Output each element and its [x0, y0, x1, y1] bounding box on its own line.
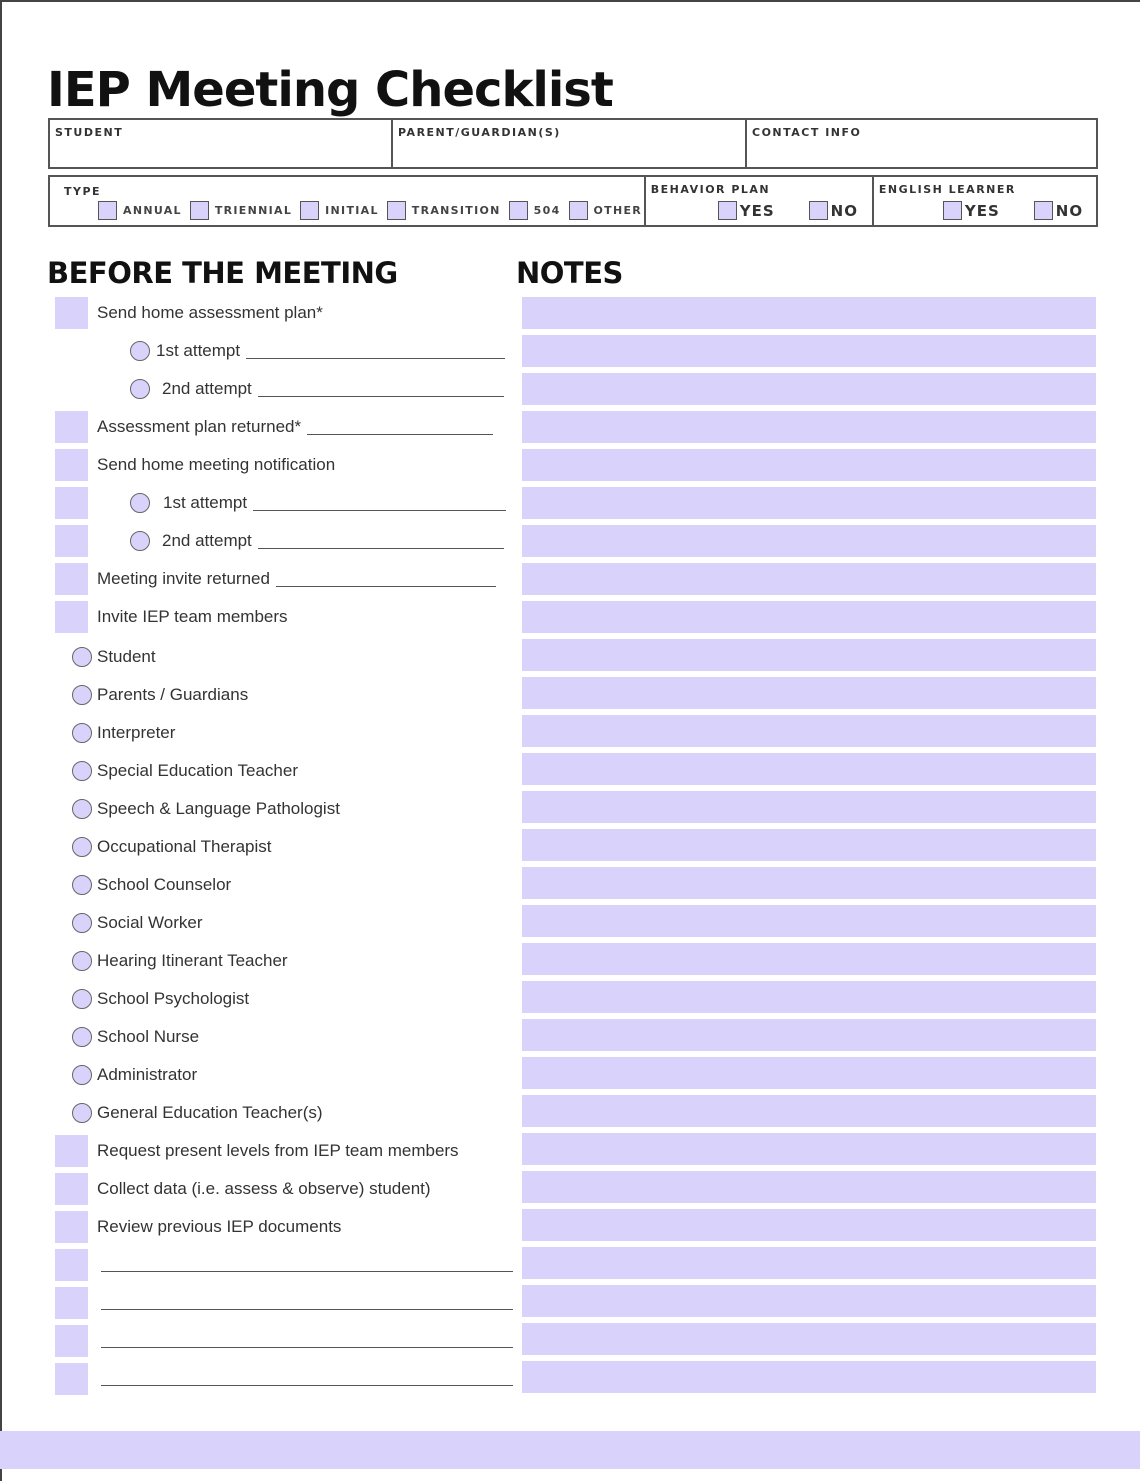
notes-line[interactable]: [522, 943, 1096, 975]
team-member-counselor[interactable]: [72, 869, 231, 901]
checkbox[interactable]: [190, 201, 209, 220]
radio-circle[interactable]: [72, 1065, 92, 1085]
item-label: Parents / Guardians: [97, 685, 249, 704]
radio-circle[interactable]: [130, 531, 150, 551]
write-line[interactable]: [258, 548, 504, 549]
radio-circle[interactable]: [72, 799, 92, 819]
checkbox-send-notification[interactable]: [55, 449, 88, 481]
student-label: STUDENT: [55, 126, 124, 139]
english-learner-no[interactable]: [1034, 201, 1083, 220]
notes-line[interactable]: [522, 411, 1096, 443]
write-line[interactable]: [276, 586, 496, 587]
notes-heading: NOTES: [516, 256, 623, 290]
item-label: Administrator: [97, 1065, 198, 1084]
checkbox-blank-2[interactable]: [55, 1287, 88, 1319]
footer-bar: [0, 1431, 1140, 1469]
yes-label: YES: [739, 201, 775, 220]
notes-line[interactable]: [522, 1247, 1096, 1279]
option-label: ANNUAL: [123, 204, 182, 217]
radio-circle[interactable]: [72, 837, 92, 857]
item-label: General Education Teacher(s): [97, 1103, 323, 1122]
type-cell: [50, 177, 646, 225]
no-label: NO: [1055, 201, 1084, 220]
radio-circle[interactable]: [72, 1027, 92, 1047]
checkbox[interactable]: [98, 201, 117, 220]
checkbox-notification-attempt-2[interactable]: [55, 525, 88, 557]
checkbox[interactable]: [569, 201, 588, 220]
checkbox[interactable]: [718, 201, 737, 220]
item-review-docs: [97, 1211, 341, 1243]
parent-label: PARENT/GUARDIAN(S): [398, 126, 561, 139]
checkbox-send-assessment[interactable]: [55, 297, 88, 329]
item-assessment-attempt-1: [130, 335, 505, 367]
item-label: Assessment plan returned*: [97, 417, 302, 436]
write-line[interactable]: [253, 510, 506, 511]
notes-line[interactable]: [522, 791, 1096, 823]
student-field[interactable]: [50, 120, 393, 167]
team-member-student[interactable]: [72, 641, 156, 673]
item-label: 2nd attempt: [162, 379, 252, 398]
radio-circle[interactable]: [72, 685, 92, 705]
checkbox[interactable]: [509, 201, 528, 220]
team-member-sped-teacher[interactable]: [72, 755, 298, 787]
checkbox[interactable]: [809, 201, 828, 220]
notes-line[interactable]: [522, 753, 1096, 785]
notes-line[interactable]: [522, 677, 1096, 709]
checkbox-collect-data[interactable]: [55, 1173, 88, 1205]
notes-line[interactable]: [522, 525, 1096, 557]
no-label: NO: [830, 201, 858, 220]
english-learner-options: [943, 201, 1083, 220]
item-send-assessment: [97, 297, 323, 329]
checkbox-invite-team[interactable]: [55, 601, 88, 633]
item-label: School Counselor: [97, 875, 232, 894]
checkbox[interactable]: [387, 201, 406, 220]
item-label: Request present levels from IEP team members: [97, 1141, 459, 1160]
checkbox[interactable]: [1034, 201, 1053, 220]
contact-field[interactable]: [747, 120, 1096, 167]
behavior-plan-yes[interactable]: [718, 201, 775, 220]
blank-write-line[interactable]: [101, 1309, 513, 1310]
radio-circle[interactable]: [72, 913, 92, 933]
item-label: Occupational Therapist: [97, 837, 272, 856]
type-options: [98, 201, 642, 220]
notes-line[interactable]: [522, 373, 1096, 405]
checkbox-blank-1[interactable]: [55, 1249, 88, 1281]
radio-circle[interactable]: [72, 647, 92, 667]
english-learner-cell: [874, 177, 1096, 225]
write-line[interactable]: [258, 396, 504, 397]
item-label: Meeting invite returned: [97, 569, 270, 588]
notes-line[interactable]: [522, 981, 1096, 1013]
radio-circle[interactable]: [72, 951, 92, 971]
meeting-type-row: [48, 175, 1098, 227]
radio-circle[interactable]: [130, 341, 150, 361]
notes-line[interactable]: [522, 335, 1096, 367]
before-meeting-heading: BEFORE THE MEETING: [47, 256, 398, 290]
item-label: Speech & Language Pathologist: [97, 799, 340, 818]
contact-label: CONTACT INFO: [752, 126, 862, 139]
radio-circle[interactable]: [72, 875, 92, 895]
team-member-social-worker[interactable]: [72, 907, 203, 939]
notes-line[interactable]: [522, 905, 1096, 937]
checkbox[interactable]: [300, 201, 319, 220]
team-member-parents[interactable]: [72, 679, 248, 711]
notes-line[interactable]: [522, 829, 1096, 861]
option-label: TRANSITION: [411, 204, 501, 217]
yes-label: YES: [964, 201, 1000, 220]
item-label: 2nd attempt: [162, 531, 252, 550]
notes-line[interactable]: [522, 297, 1096, 329]
item-label: 1st attempt: [156, 341, 241, 360]
team-member-gen-ed-teacher[interactable]: [72, 1097, 323, 1129]
item-request-levels: [97, 1135, 459, 1167]
item-label: Hearing Itinerant Teacher: [97, 951, 288, 970]
notes-line[interactable]: [522, 449, 1096, 481]
radio-circle[interactable]: [72, 1103, 92, 1123]
radio-circle[interactable]: [130, 493, 150, 513]
team-member-hearing-teacher[interactable]: [72, 945, 288, 977]
option-label: INITIAL: [325, 204, 379, 217]
type-option-annual[interactable]: [98, 201, 182, 220]
item-collect-data: [97, 1173, 431, 1205]
english-learner-label: ENGLISH LEARNER: [878, 183, 1016, 196]
radio-circle[interactable]: [72, 761, 92, 781]
option-label: TRIENNIAL: [214, 204, 293, 217]
checkbox[interactable]: [943, 201, 962, 220]
english-learner-yes[interactable]: [943, 201, 1000, 220]
checkbox-assessment-returned[interactable]: [55, 411, 88, 443]
team-member-administrator[interactable]: [72, 1059, 197, 1091]
item-label: Review previous IEP documents: [97, 1217, 342, 1236]
item-notification-attempt-1: [130, 487, 506, 519]
team-member-slp[interactable]: [72, 793, 340, 825]
item-label: Interpreter: [97, 723, 176, 742]
team-member-interpreter[interactable]: [72, 717, 175, 749]
option-label: OTHER: [593, 204, 643, 217]
checkbox-review-docs[interactable]: [55, 1211, 88, 1243]
behavior-plan-cell: [646, 177, 874, 225]
notes-line[interactable]: [522, 1361, 1096, 1393]
write-line[interactable]: [307, 434, 493, 435]
item-label: School Psychologist: [97, 989, 250, 1008]
write-line[interactable]: [246, 358, 505, 359]
checkbox-request-levels[interactable]: [55, 1135, 88, 1167]
notes-line[interactable]: [522, 1019, 1096, 1051]
notes-line[interactable]: [522, 563, 1096, 595]
blank-write-line[interactable]: [101, 1385, 513, 1386]
item-label: Social Worker: [97, 913, 203, 932]
notes-line[interactable]: [522, 1095, 1096, 1127]
option-label: 504: [533, 204, 561, 217]
notes-line[interactable]: [522, 1171, 1096, 1203]
team-member-nurse[interactable]: [72, 1021, 199, 1053]
item-label: Send home assessment plan*: [97, 303, 323, 322]
type-option-initial[interactable]: [300, 201, 379, 220]
type-option-triennial[interactable]: [190, 201, 292, 220]
checkbox-meeting-invite-returned[interactable]: [55, 563, 88, 595]
type-label: TYPE: [64, 185, 102, 198]
behavior-plan-no[interactable]: [809, 201, 858, 220]
item-assessment-attempt-2: [130, 373, 504, 405]
item-label: Collect data (i.e. assess & observe) student): [97, 1179, 431, 1198]
team-member-ot[interactable]: [72, 831, 272, 863]
checkbox-blank-4[interactable]: [55, 1363, 88, 1395]
radio-circle[interactable]: [72, 723, 92, 743]
notes-line[interactable]: [522, 1133, 1096, 1165]
student-info-row: [48, 118, 1098, 169]
type-option-other[interactable]: [569, 201, 643, 220]
item-label: Special Education Teacher: [97, 761, 298, 780]
notes-line[interactable]: [522, 601, 1096, 633]
item-label: School Nurse: [97, 1027, 200, 1046]
notes-line[interactable]: [522, 1285, 1096, 1317]
behavior-plan-label: BEHAVIOR PLAN: [650, 183, 771, 196]
notes-line[interactable]: [522, 715, 1096, 747]
checkbox-notification-attempt-1[interactable]: [55, 487, 88, 519]
item-assessment-returned: [97, 411, 493, 443]
item-label: Student: [97, 647, 156, 666]
notes-line[interactable]: [522, 639, 1096, 671]
item-meeting-invite-returned: [97, 563, 496, 595]
radio-circle[interactable]: [72, 989, 92, 1009]
parent-field[interactable]: [393, 120, 747, 167]
notes-line[interactable]: [522, 1323, 1096, 1355]
item-label: Invite IEP team members: [97, 607, 288, 626]
item-label: Send home meeting notification: [97, 455, 336, 474]
radio-circle[interactable]: [130, 379, 150, 399]
item-label: 1st attempt: [163, 493, 248, 512]
notes-line[interactable]: [522, 1057, 1096, 1089]
item-notification-attempt-2: [130, 525, 504, 557]
behavior-plan-options: [718, 201, 858, 220]
notes-line[interactable]: [522, 1209, 1096, 1241]
notes-line[interactable]: [522, 487, 1096, 519]
blank-write-line[interactable]: [101, 1271, 513, 1272]
item-invite-team: [97, 601, 288, 633]
team-member-psychologist[interactable]: [72, 983, 249, 1015]
type-option-504[interactable]: [509, 201, 561, 220]
checkbox-blank-3[interactable]: [55, 1325, 88, 1357]
page-title: IEP Meeting Checklist: [47, 62, 613, 118]
item-send-notification: [97, 449, 335, 481]
notes-line[interactable]: [522, 867, 1096, 899]
type-option-transition[interactable]: [387, 201, 501, 220]
blank-write-line[interactable]: [101, 1347, 513, 1348]
